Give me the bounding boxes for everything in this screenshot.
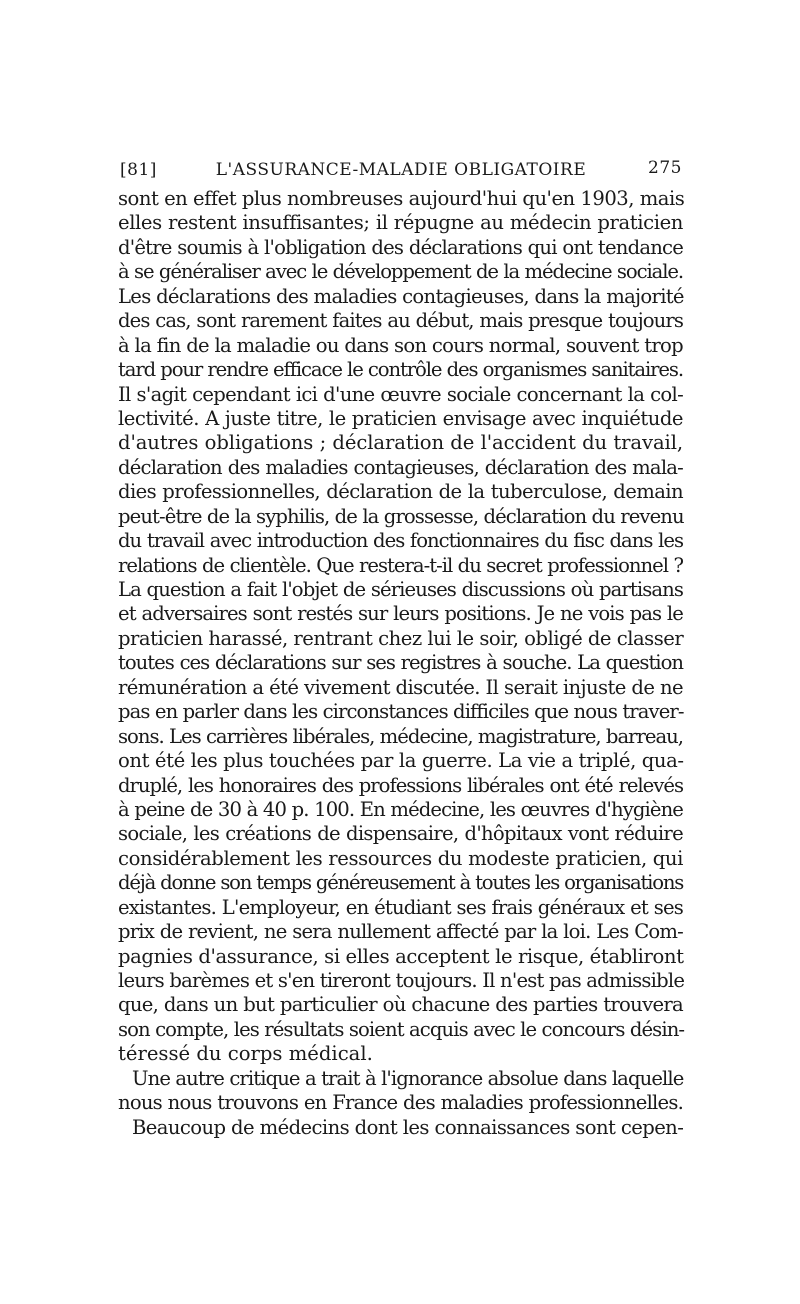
- text-line: déclaration des maladies contagieuses, déclaration des mala-: [118, 455, 683, 479]
- text-line: à peine de 30 à 40 p. 100. En médecine, les œuvres d'hygiène: [118, 797, 683, 821]
- text-line: considérablement les ressources du modeste praticien, qui: [118, 846, 683, 870]
- text-line: que, dans un but particulier où chacune des parties trouvera: [118, 993, 683, 1017]
- chapter-marker: [81]: [120, 160, 157, 180]
- body-text: [118, 187, 683, 1140]
- text-line: rémunération a été vivement discutée. Il serait injuste de ne: [118, 675, 683, 699]
- text-line: son compte, les résultats soient acquis avec le concours désin-: [118, 1017, 685, 1041]
- text-line: téressé du corps médical.: [118, 1042, 373, 1066]
- text-line: relations de clientèle. Que restera-t-il du secret professionnel ?: [118, 553, 683, 577]
- text-line: existantes. L'employeur, en étudiant ses frais généraux et ses: [118, 895, 683, 919]
- text-line: d'autres obligations ; déclaration de l'accident du travail,: [118, 431, 683, 455]
- text-line: Une autre critique a trait à l'ignorance absolue dans laquelle: [132, 1066, 684, 1090]
- text-line: sons. Les carrières libérales, médecine, magistrature, barreau,: [118, 724, 683, 748]
- text-line: Les déclarations des maladies contagieuses, dans la majorité: [118, 284, 684, 308]
- text-line: à la fin de la maladie ou dans son cours normal, souvent trop: [118, 333, 683, 357]
- text-line: peut-être de la syphilis, de la grossesse, déclaration du revenu: [118, 504, 684, 528]
- page-number: 275: [648, 158, 682, 178]
- text-line: tard pour rendre efficace le contrôle des organismes sanitaires.: [118, 358, 683, 382]
- text-line: sociale, les créations de dispensaire, d'hôpitaux vont réduire: [118, 822, 683, 846]
- text-line: dies professionnelles, déclaration de la tuberculose, demain: [118, 480, 683, 504]
- text-line: d'être soumis à l'obligation des déclarations qui ont tendance: [118, 235, 683, 259]
- text-line: druplé, les honoraires des professions libérales ont été relevés: [118, 773, 683, 797]
- text-line: nous nous trouvons en France des maladies professionnelles.: [118, 1091, 683, 1115]
- text-line: praticien harassé, rentrant chez lui le soir, obligé de classer: [118, 626, 684, 650]
- text-line: lectivité. A juste titre, le praticien envisage avec inquiétude: [118, 406, 683, 430]
- text-line: Beaucoup de médecins dont les connaissances sont cepen-: [132, 1115, 684, 1139]
- text-line: des cas, sont rarement faites au début, mais presque toujours: [118, 309, 683, 333]
- text-line: et adversaires sont restés sur leurs positions. Je ne vois pas le: [118, 602, 683, 626]
- text-line: La question a fait l'objet de sérieuses discussions où partisans: [118, 578, 683, 601]
- text-line: leurs barèmes et s'en tireront toujours. Il n'est pas admissible: [118, 969, 685, 992]
- text-line: pagnies d'assurance, si elles acceptent le risque, établiront: [118, 944, 684, 968]
- text-line: elles restent insuffisantes; il répugne au médecin praticien: [118, 211, 683, 235]
- text-line: pas en parler dans les circonstances difficiles que nous traver-: [118, 700, 684, 724]
- text-line: prix de revient, ne sera nullement affecté par la loi. Les Com-: [118, 920, 683, 944]
- text-line: à se généraliser avec le développement de la médecine sociale.: [118, 260, 683, 284]
- text-line: du travail avec introduction des fonctionnaires du fisc dans les: [118, 529, 683, 553]
- running-head: [120, 160, 682, 190]
- running-title: L'ASSURANCE-MALADIE OBLIGATOIRE: [215, 160, 587, 180]
- text-line: Il s'agit cependant ici d'une œuvre sociale concernant la col-: [118, 382, 683, 406]
- text-line: toutes ces déclarations sur ses registres à souche. La question: [118, 651, 683, 675]
- text-line: ont été les plus touchées par la guerre. La vie a triplé, qua-: [118, 749, 684, 773]
- text-line: déjà donne son temps généreusement à toutes les organisations: [118, 871, 684, 895]
- text-line: sont en effet plus nombreuses aujourd'hui qu'en 1903, mais: [118, 187, 685, 210]
